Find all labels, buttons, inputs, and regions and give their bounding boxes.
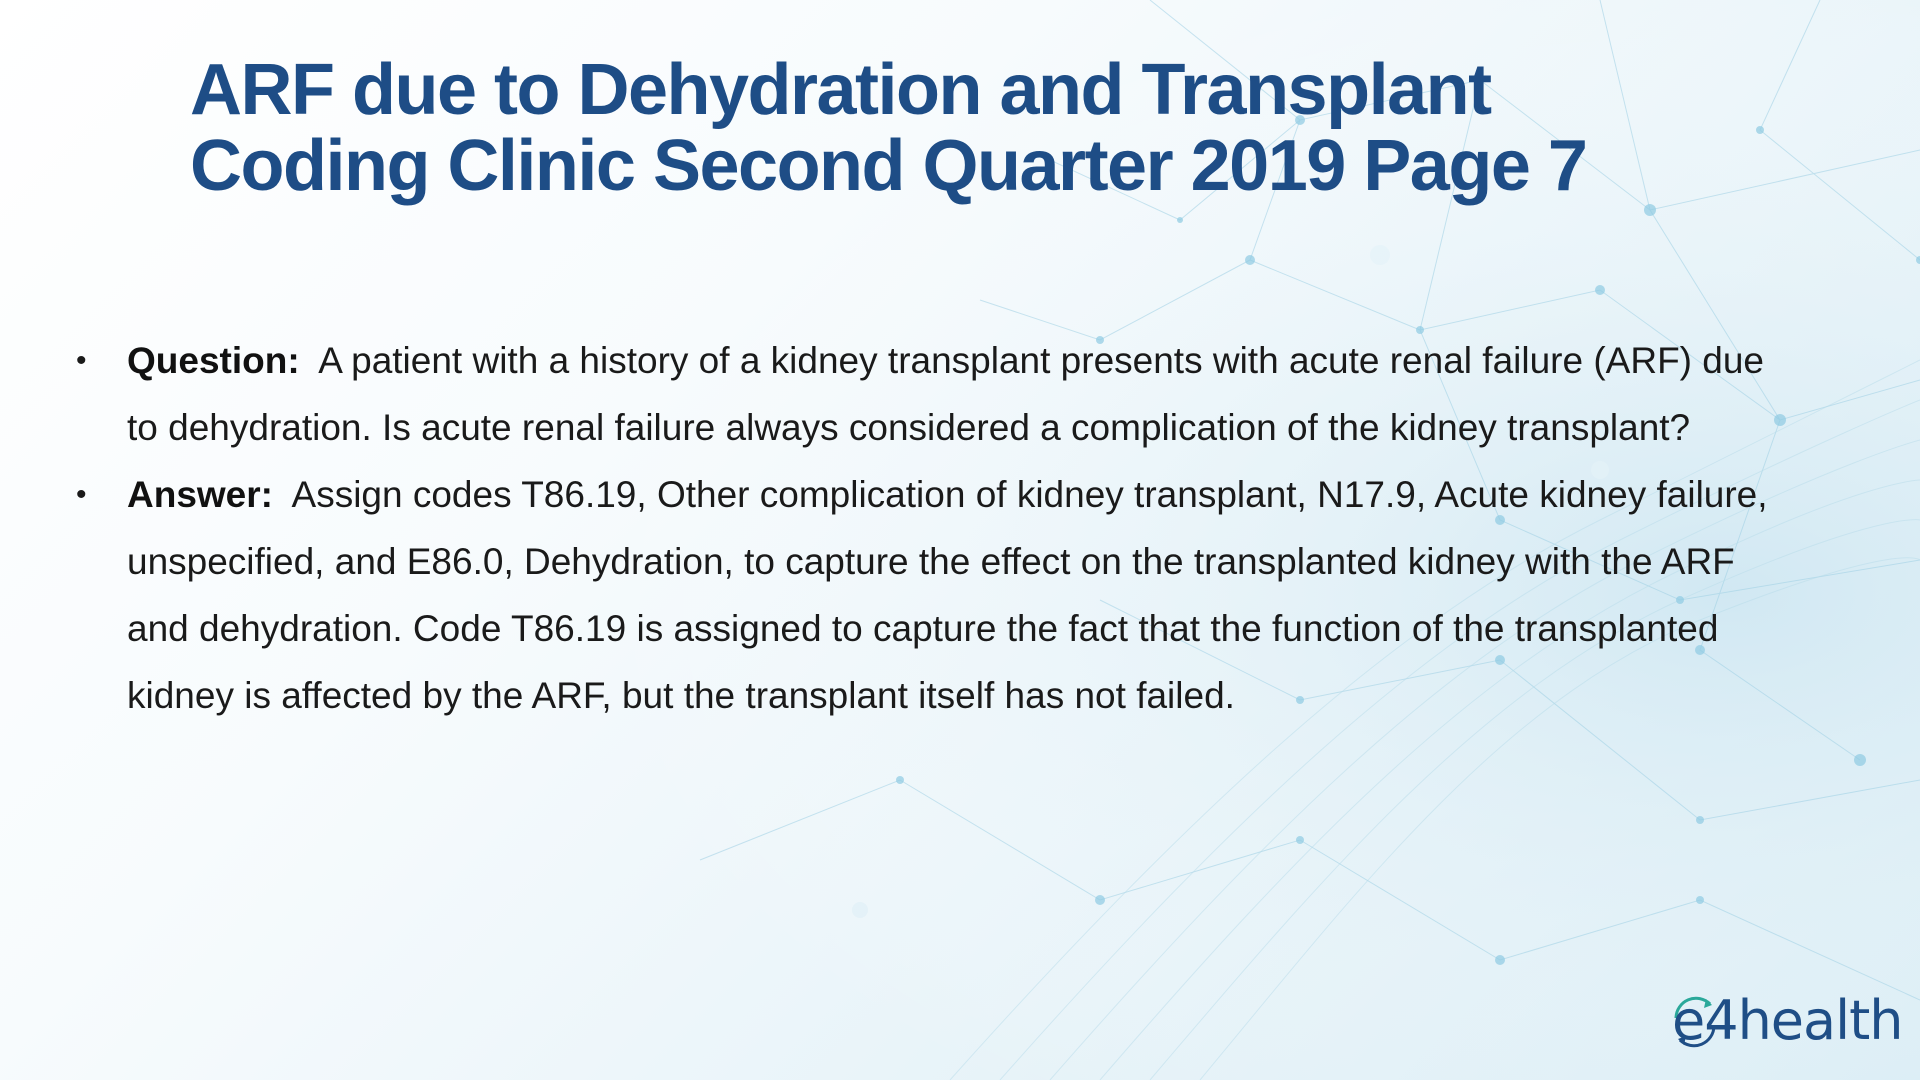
bullet-answer [76, 461, 1796, 729]
bullet-list [76, 327, 1796, 729]
logo-text: e4health [1672, 989, 1903, 1052]
bullet-dot-icon: • [76, 344, 87, 377]
slide-title-line-2: Coding Clinic Second Quarter 2019 Page 7 [190, 126, 1587, 206]
question-label: Question: [127, 340, 300, 381]
bullet-dot-icon: • [76, 478, 87, 511]
e4health-logo [1662, 988, 1903, 1054]
answer-label: Answer: [127, 474, 273, 515]
slide-title-line-1: ARF due to Dehydration and Transplant [190, 50, 1491, 130]
answer-text: Assign codes T86.19, Other complication of kidney transplant, N17.9, Acute kidney failure, unspecified, and E86.0, Dehydration, to capture the effect on the transplanted kidney with the ARF and dehydration. Code T86.19 is assigned to capture the fact that the function of the transplanted kidney is affected by the ARF, but the transplant itself has not failed. [127, 474, 1768, 716]
bullet-question [76, 327, 1796, 461]
question-text: A patient with a history of a kidney transplant presents with acute renal failure (ARF) due to dehydration. Is acute renal failure always considered a complication of the kidney transplant? [127, 340, 1765, 448]
slide-title [190, 52, 1750, 204]
